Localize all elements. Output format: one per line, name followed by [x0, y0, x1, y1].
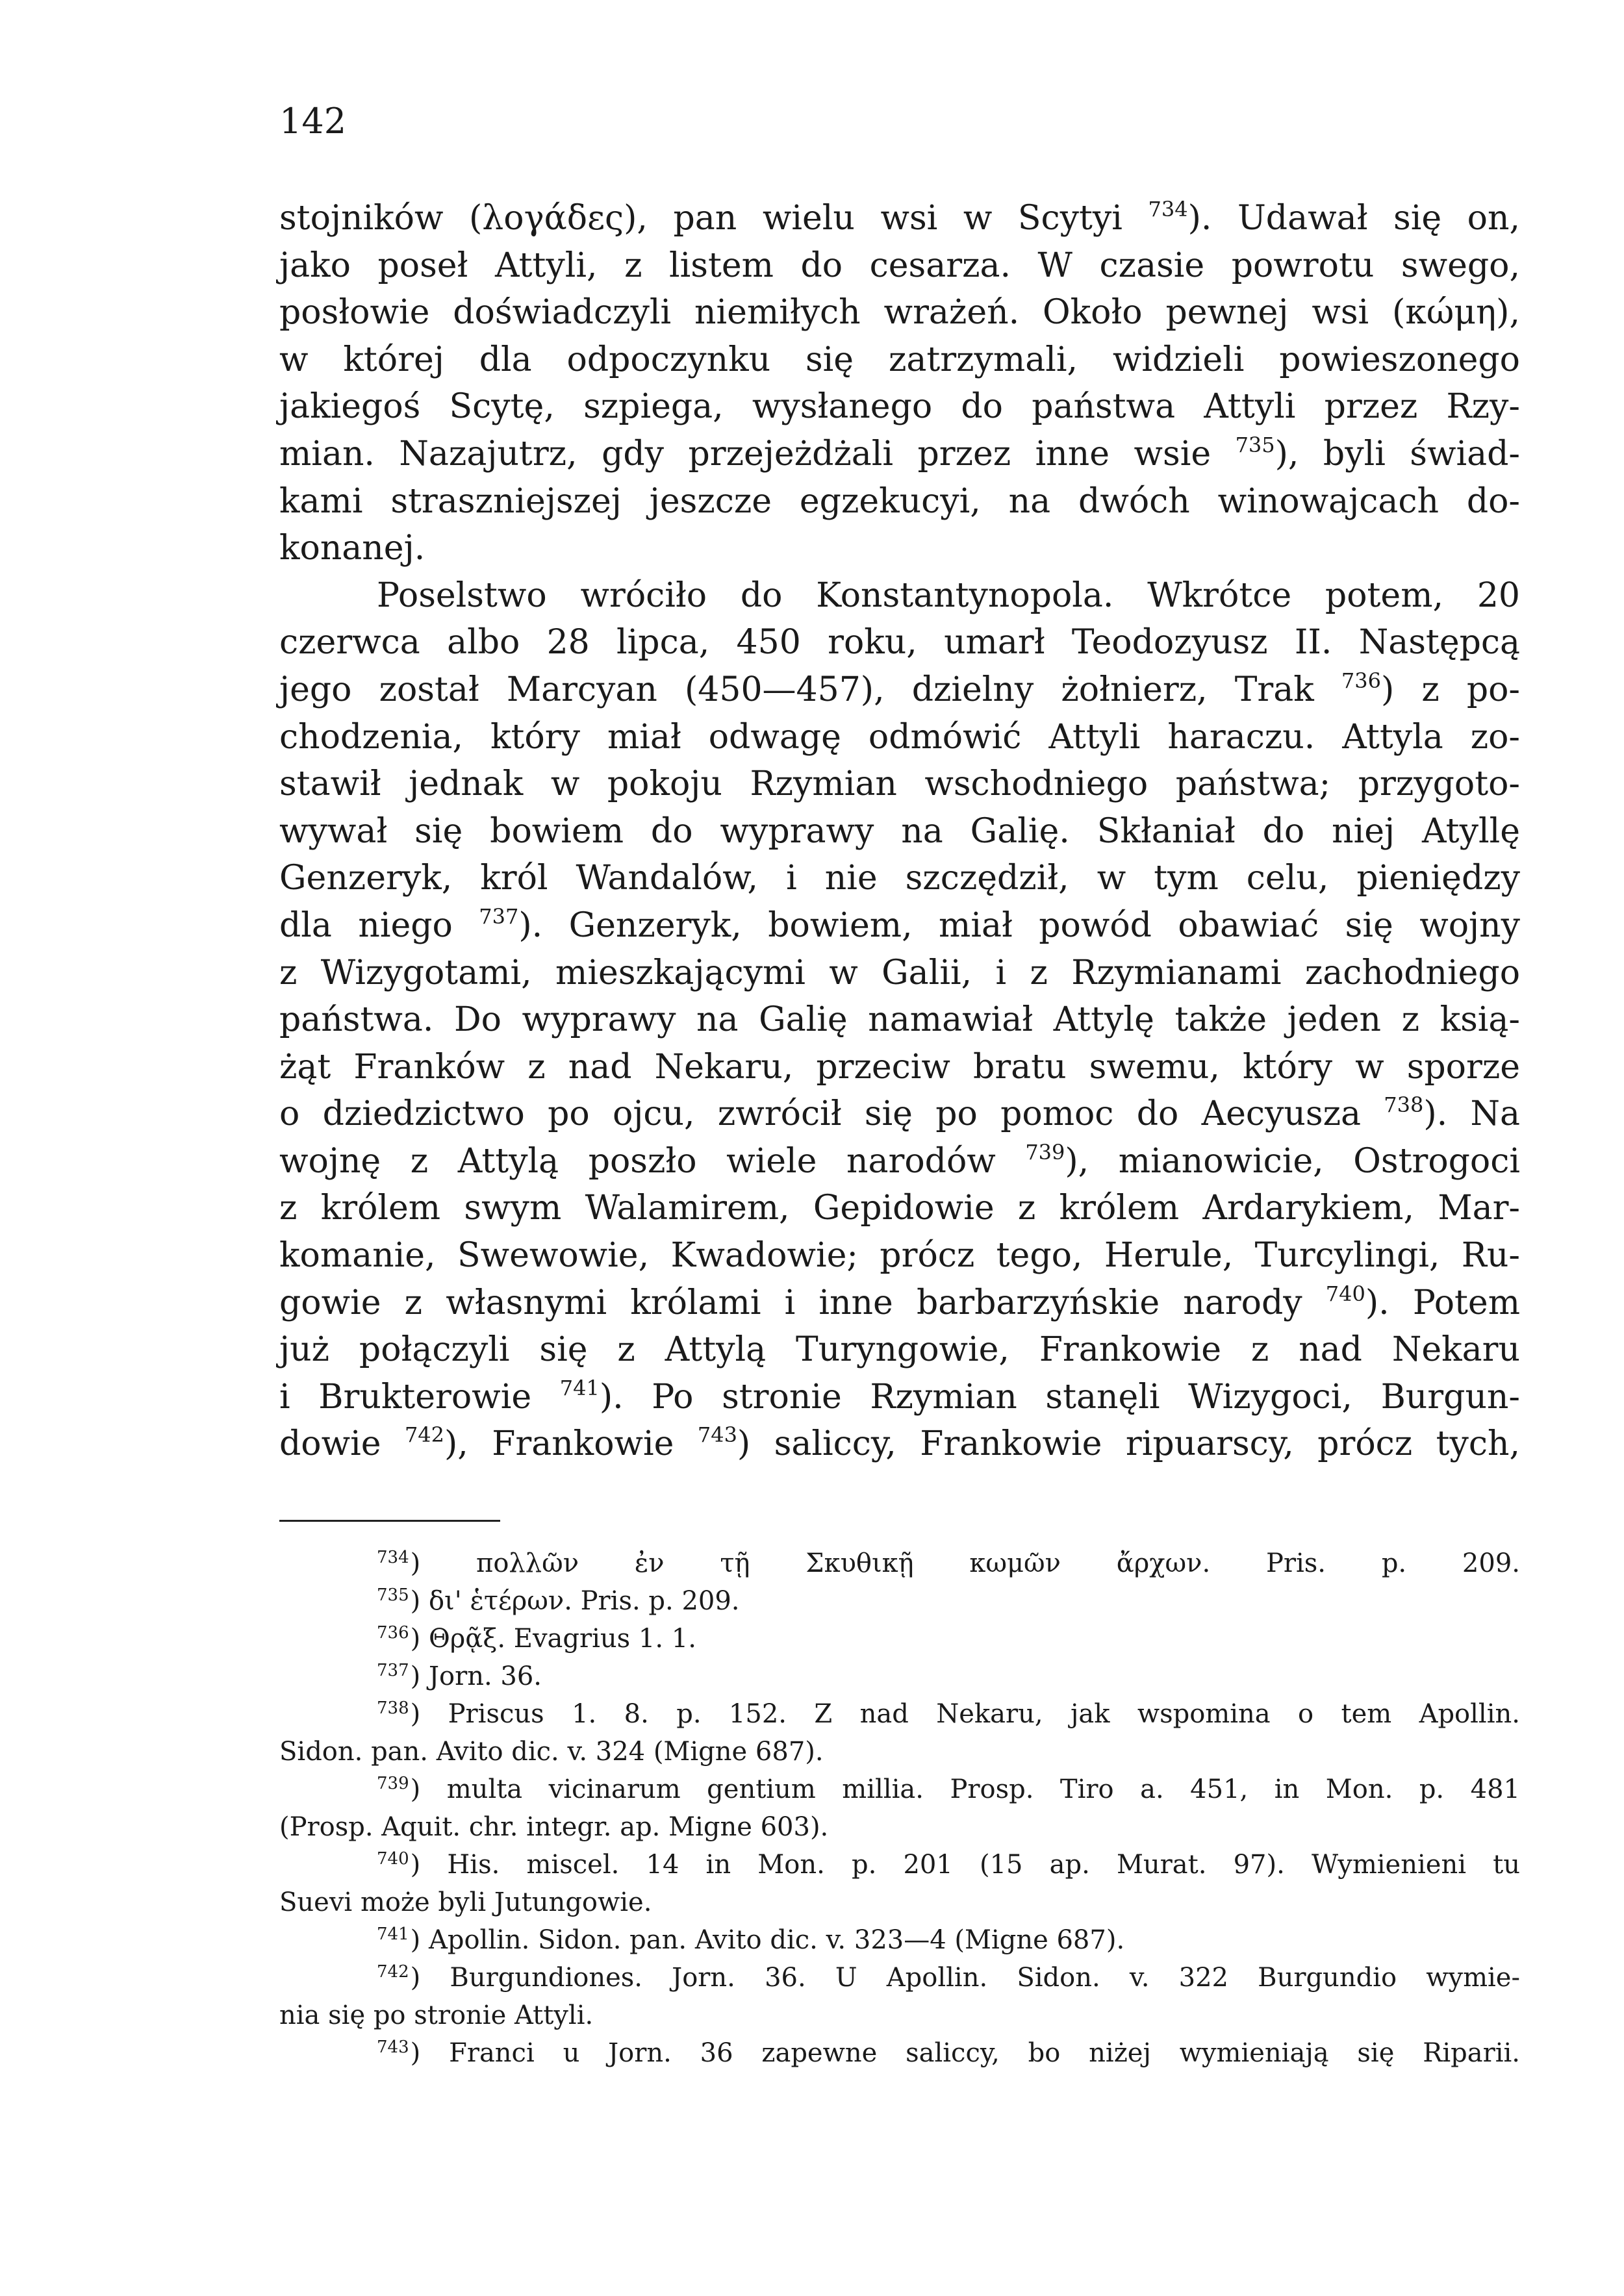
text-line: Genzeryk, król Wandalów, i nie szczędził, w tym celu, pieniędzy [279, 859, 1520, 898]
footnote-number: 735 [377, 1585, 409, 1605]
footnote-line: $^{741}$) Apollin. Sidon. pan. Avito dic. v. 323—4 (Migne 687). [377, 1924, 1125, 1955]
footnote-ref[interactable]: 734 [1148, 197, 1188, 221]
footnote-ref[interactable]: 741 [559, 1375, 600, 1400]
footnote-line: Suevi może byli Jutungowie. [279, 1887, 652, 1917]
footnote-number: 742 [377, 1962, 409, 1982]
text-line: posłowie doświadczyli niemiłych wrażeń. Około pewnej wsi (κώμη), [279, 293, 1520, 333]
footnote-number: 739 [377, 1774, 409, 1793]
footnote-ref[interactable]: 740 [1325, 1281, 1365, 1306]
text-line: stojników (λογάδες), pan wielu wsi w Scytyi $^{734}$). Udawał się on, [279, 197, 1520, 238]
text-line: jakiegoś Scytę, szpiega, wysłanego do państwa Attyli przez Rzy- [279, 387, 1520, 427]
text-line: już połączyli się z Attylą Turyngowie, Frankowie z nad Nekaru [279, 1330, 1520, 1370]
footnote-number: 736 [377, 1623, 409, 1643]
footnote-ref[interactable]: 742 [404, 1422, 445, 1448]
footnote-line: $^{740}$) His. miscel. 14 in Mon. p. 201 (15 ap. Murat. 97). Wymienieni tu [377, 1849, 1520, 1880]
text-line: gowie z własnymi królami i inne barbarzyńskie narody $^{740}$). Potem [279, 1281, 1520, 1322]
text-line: z królem swym Walamirem, Gepidowie z królem Ardarykiem, Mar- [279, 1189, 1520, 1228]
text-line: czerwca albo 28 lipca, 450 roku, umarł Teodozyusz II. Następcą [279, 623, 1520, 662]
footnote-number: 738 [377, 1698, 409, 1718]
main-text [279, 195, 1520, 1468]
text-line: komanie, Swewowie, Kwadowie; prócz tego, Herule, Turcylingi, Ru- [279, 1236, 1520, 1276]
text-line: mian. Nazajutrz, gdy przejeżdżali przez inne wsie $^{735}$), byli świad- [279, 432, 1520, 473]
footnote-line: $^{735}$) δι' ἑτέρων. Pris. p. 209. [377, 1585, 740, 1616]
footnote-line: nia się po stronie Attyli. [279, 2000, 594, 2030]
text-line: dla niego $^{737}$). Genzeryk, bowiem, miał powód obawiać się wojny [279, 903, 1520, 945]
footnote-ref[interactable]: 738 [1384, 1092, 1424, 1118]
footnote-line: $^{737}$) Jorn. 36. [377, 1661, 542, 1691]
footnote-line: $^{743}$) Franci u Jorn. 36 zapewne saliccy, bo niżej wymieniają się Riparii. [377, 2037, 1520, 2068]
text-line: jako poseł Attyli, z listem do cesarza. W czasie powrotu swego, [279, 246, 1520, 285]
text-line: kami straszniejszej jeszcze egzekucyi, na dwóch winowajcach do- [279, 481, 1520, 521]
text-line: wywał się bowiem do wyprawy na Galię. Skłaniał do niej Atyllę [279, 811, 1520, 851]
footnote-number: 734 [377, 1548, 409, 1567]
footnote-line: $^{736}$) Θρᾷξ. Evagrius 1. 1. [377, 1623, 696, 1654]
text-line: w której dla odpoczynku się zatrzymali, widzieli powieszonego [279, 340, 1520, 379]
text-line: stawił jednak w pokoju Rzymian wschodniego państwa; przygoto- [279, 764, 1520, 804]
text-line: chodzenia, który miał odwagę odmówić Attyli haraczu. Attyla zo- [279, 717, 1520, 757]
footnote-ref[interactable]: 739 [1025, 1139, 1065, 1165]
footnote-line: $^{734}$) πολλῶν ἐν τῇ Σκυθικῇ κωμῶν ἄρχων. Pris. p. 209. [377, 1548, 1520, 1578]
footnote-line: $^{739}$) multa vicinarum gentium millia. Prosp. Tiro a. 451, in Mon. p. 481 [377, 1774, 1520, 1804]
footnote-ref[interactable]: 737 [479, 903, 519, 929]
text-line: Poselstwo wróciło do Konstantynopola. Wkrótce potem, 20 [377, 575, 1520, 615]
text-line: o dziedzictwo po ojcu, zwrócił się po pomoc do Aecyusza $^{738}$). Na [279, 1092, 1520, 1134]
footnote-line: $^{738}$) Priscus 1. 8. p. 152. Z nad Nekaru, jak wspomina o tem Apollin. [377, 1698, 1520, 1729]
text-line: i Brukterowie $^{741}$). Po stronie Rzymian stanęli Wizygoci, Burgun- [279, 1375, 1520, 1417]
footnote-number: 743 [377, 2037, 409, 2057]
footnote-number: 737 [377, 1661, 409, 1680]
text-line: konanej. [279, 529, 425, 568]
footnote-ref[interactable]: 743 [697, 1422, 737, 1448]
footnote-number: 740 [377, 1849, 409, 1869]
text-line: z Wizygotami, mieszkającymi w Galii, i z Rzymianami zachodniego [279, 953, 1520, 992]
footnote-ref[interactable]: 735 [1235, 432, 1275, 457]
footnote-line: (Prosp. Aquit. chr. integr. ap. Migne 603). [279, 1812, 829, 1842]
text-line: państwa. Do wyprawy na Galię namawiał Attylę także jeden z ksią- [279, 1000, 1520, 1040]
footnote-line: Sidon. pan. Avito dic. v. 324 (Migne 687). [279, 1737, 824, 1767]
text-line: dowie $^{742}$), Frankowie $^{743}$) saliccy, Frankowie ripuarscy, prócz tych, [279, 1422, 1520, 1464]
text-line: wojnę z Attylą poszło wiele narodów $^{739}$), mianowicie, Ostrogoci [279, 1139, 1520, 1181]
page-number: 142 [279, 101, 347, 142]
footnote-number: 741 [377, 1924, 409, 1944]
footnote-line: $^{742}$) Burgundiones. Jorn. 36. U Apollin. Sidon. v. 322 Burgundio wymie- [377, 1962, 1520, 1993]
footnote-divider [279, 1520, 500, 1522]
text-line: jego został Marcyan (450—457), dzielny żołnierz, Trak $^{736}$) z po- [279, 668, 1520, 709]
text-line: żąt Franków z nad Nekaru, przeciw bratu swemu, który w sporze [279, 1047, 1520, 1087]
footnotes [279, 1545, 1520, 2072]
footnote-ref[interactable]: 736 [1341, 668, 1381, 693]
